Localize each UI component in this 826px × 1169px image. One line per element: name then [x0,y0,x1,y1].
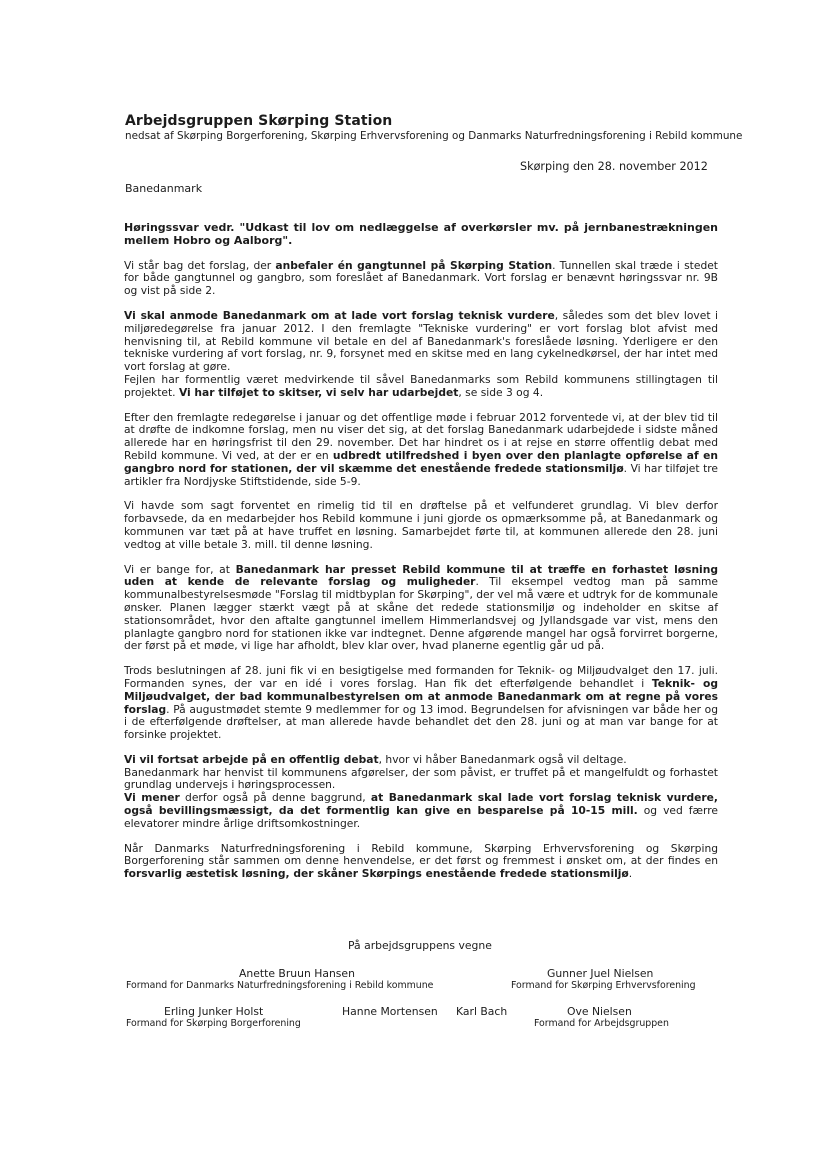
paragraph-hearing-deadline: Efter den fremlagte redegørelse i januar og det offentlige møde i februar 2012 forventede vi, at der blev tid til at drøfte de indkomne forslag, men nu viser det sig, at det forslag Banedanmark udarbejdede i sidste måned allerede har en høringsfrist til den 29. november. Det har hindret os i at rejse en større offentlig debat med Rebild kommune. Vi ved, at der er en udbredt utilfredshed i byen over den planlagte opførelse af en gangbro nord for stationen, der vil skæmme det enestående fredede stationsmiljø. Vi har tilføjet tre artikler fra Nordjyske Stiftstidende, side 5-9. [124,410,718,488]
letterhead-subtitle: nedsat af Skørping Borgerforening, Skørping Erhvervsforening og Danmarks Naturfredningsforening i Rebild kommune [125,130,743,142]
signatory-name: Anette Bruun Hansen [239,967,355,980]
signatory-role: Formand for Arbejdsgruppen [534,1018,669,1029]
signatory-name: Hanne Mortensen [342,1005,438,1018]
paragraph-proposal: Vi står bag det forslag, der anbefaler én gangtunnel på Skørping Station. Tunnellen skal træde i stedet for både gangtunnel og gangbro, som foreslået af Banedanmark. Vort forslag er benævnt høringssvar nr. 9B og vist på side 2. [124,258,718,298]
paragraph-pressure: Vi er bange for, at Banedanmark har presset Rebild kommune til at træffe en forhastet løsning uden at kende de relevante forslag og muligheder. Til eksempel vedtog man på samme kommunalbestyrelsesmøde "Forslag til midtbyplan for Skørping", der vel må være et udtryk for de kommunale ønsker. Planen lægger stærkt vægt på at skåne det redede stationsmiljø og indeholder en skitse af stationsområdet, hvor den aftalte gangtunnel imellem Himmerlandsvej og Jyllandsgade var vist, mens den planlagte gangbro nord for stationen ikke var indtegnet. Denne afgørende mangel har også forvirret borgerne, der først på et møde, vi lige har afholdt, blev klar over, hvad planerne egentlig går ud på. [124,562,718,653]
signatory-role: Formand for Danmarks Naturfredningsforening i Rebild kommune [126,980,434,991]
paragraph-decisions: Banedanmark har henvist til kommunens afgørelser, der som påvist, er truffet på et mangelfuldt og forhastet grundlag undervejs i høringsprocessen. [124,765,718,792]
paragraph-joint-inquiry: Når Danmarks Naturfredningsforening i Rebild kommune, Skørping Erhvervsforening og Skørping Borgerforening står sammen om denne henvendelse, er det først og fremmest i ønsket om, at der findes en forsvarlig æstetisk løsning, der skåner Skørpings enestående fredede stationsmiljø. [124,841,718,881]
paragraph-public-debate: Vi vil fortsat arbejde på en offentlig debat, hvor vi håber Banedanmark også vil deltage. [124,752,627,766]
letter-body [124,221,718,881]
signatory-name: Gunner Juel Nielsen [547,967,654,980]
letterhead-title: Arbejdsgruppen Skørping Station [125,113,393,129]
paragraph-inspection: Trods beslutningen af 28. juni fik vi en besigtigelse med formanden for Teknik- og Miljøudvalget den 17. juli. Formanden synes, der var en idé i vores forslag. Han fik det efterfølgende behandlet i Teknik- og Miljøudvalget, der bad kommunalbestyrelsen om at anmode Banedanmark om at regne på vores forslag. På augustmødet stemte 9 medlemmer for og 13 imod. Begrundelsen for afvisningen var både her og i de efterfølgende drøftelser, at man allerede havde behandlet det den 28. juni og at man var bange for at forsinke projektet. [124,664,718,742]
paragraph-error: Fejlen har formentlig været medvirkende til såvel Banedanmarks som Rebild kommunens stillingtagen til projektet. Vi har tilføjet to skitser, vi selv har udarbejdet, se side 3 og 4. [124,372,718,399]
signatory-role: Formand for Skørping Borgerforening [126,1018,301,1029]
paragraph-expected-time: Vi havde som sagt forventet en rimelig tid til en drøftelse på et velfunderet grundlag. Vi blev derfor forbavsede, da en medarbejder hos Rebild kommune i juni gjorde os opmærksomme på, at Banedanmark og kommunen var tæt på at have truffet en løsning. Samarbejdet førte til, at kommunen allerede den 28. juni vedtog at ville betale 3. mill. til denne løsning. [124,499,718,551]
closing-line: På arbejdsgruppens vegne [348,939,492,952]
signatory-name: Ove Nielsen [567,1005,632,1018]
letter-heading: Høringssvar vedr. "Udkast til lov om nedlæggelse af overkørsler mv. på jernbanestrækningen mellem Hobro og Aalborg". [124,221,718,248]
place-date: Skørping den 28. november 2012 [520,160,708,173]
paragraph-request: Vi mener derfor også på denne baggrund, at Banedanmark skal lade vort forslag teknisk vurdere, også bevillingsmæssigt, da det formentlig kan give en besparelse på 10-15 mill. og ved færre elevatorer mindre årlige driftsomkostninger. [124,791,718,830]
paragraph-technical-review: Vi skal anmode Banedanmark om at lade vort forslag teknisk vurdere, således som det blev lovet i miljøredegørelse fra januar 2012. I den fremlagte "Tekniske vurdering" er vort forslag blot afvist med henvisning til, at Rebild kommune vil betale en del af Banedanmark's foreslåede løsning. Yderligere er den tekniske vurdering af vort forslag, nr. 9, forsynet med en skitse med en lang cykelnedkørsel, der har intet med vort forslag at gøre. [124,308,718,374]
signatory-name: Erling Junker Holst [164,1005,264,1018]
recipient: Banedanmark [125,182,203,195]
signatory-role: Formand for Skørping Erhvervsforening [511,980,696,991]
signatory-name: Karl Bach [456,1005,508,1018]
